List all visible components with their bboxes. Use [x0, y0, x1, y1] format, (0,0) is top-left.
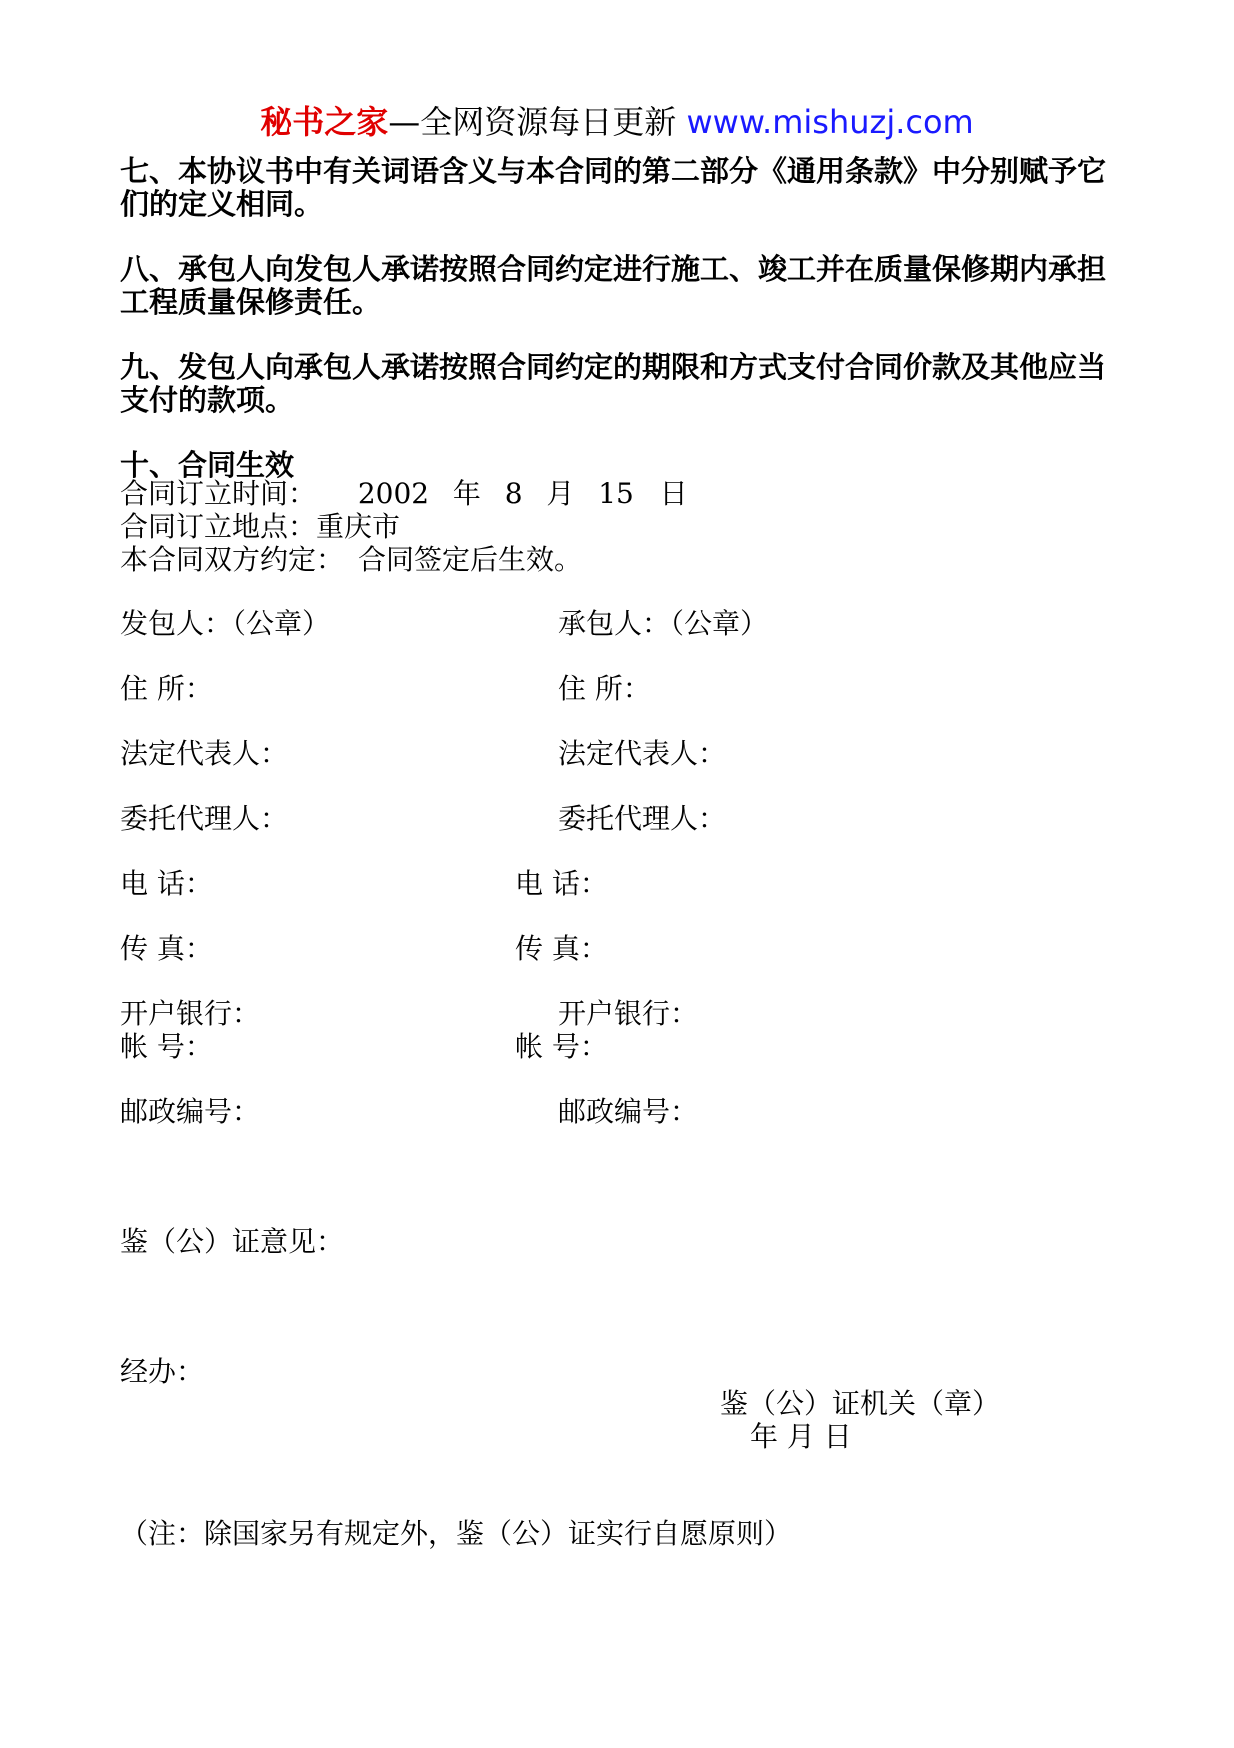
site-url-link[interactable]: www.mishuzj.com [686, 103, 974, 141]
notary-office-seal: 鉴（公）证机关（章） [720, 1387, 1001, 1420]
signing-time-row [120, 477, 688, 511]
employer-phone-label: 电 话： [120, 867, 213, 900]
notary-footnote: （注：除国家另有规定外，鉴（公）证实行自愿原则） [120, 1517, 793, 1550]
clause-9-line-1: 九、发包人向承包人承诺按照合同约定的期限和方式支付合同价款及其他应当 [120, 350, 1107, 384]
signing-time-label: 合同订立时间： [120, 477, 317, 510]
effective-agreement: 本合同双方约定： 合同签定后生效。 [120, 543, 583, 576]
site-brand: 秘书之家 [260, 103, 389, 141]
site-tagline: —全网资源每日更新 [388, 103, 687, 141]
year-unit: 年 [452, 477, 481, 510]
month-unit: 月 [546, 477, 575, 510]
clause-8-line-2: 工程质量保修责任。 [120, 285, 382, 319]
notary-date-line: 年 月 日 [750, 1420, 852, 1453]
signing-day: 15 [598, 477, 634, 510]
clause-9-line-2: 支付的款项。 [120, 383, 295, 417]
clause-8-line-1: 八、承包人向发包人承诺按照合同约定进行施工、竣工并在质量保修期内承担 [120, 252, 1107, 286]
contractor-agent-label: 委托代理人： [558, 802, 727, 835]
contractor-account-label: 帐 号： [515, 1030, 608, 1063]
signing-place: 合同订立地点：重庆市 [120, 510, 401, 543]
clause-10-title: 十、合同生效 [120, 448, 295, 482]
employer-seal-label: 发包人：（公章） [120, 607, 331, 640]
notary-opinion-label: 鉴（公）证意见： [120, 1225, 345, 1258]
employer-bank-label: 开户银行： [120, 997, 261, 1030]
employer-address-label: 住 所： [120, 672, 213, 705]
day-unit: 日 [659, 477, 688, 510]
contractor-seal-label: 承包人：（公章） [558, 607, 769, 640]
contractor-address-label: 住 所： [558, 672, 651, 705]
signing-year: 2002 [357, 477, 430, 510]
employer-postcode-label: 邮政编号： [120, 1095, 261, 1128]
contractor-legal-rep-label: 法定代表人： [558, 737, 727, 770]
employer-legal-rep-label: 法定代表人： [120, 737, 289, 770]
contractor-bank-label: 开户银行： [558, 997, 699, 1030]
notary-handler-label: 经办： [120, 1355, 205, 1388]
employer-agent-label: 委托代理人： [120, 802, 289, 835]
contractor-phone-label: 电 话： [515, 867, 608, 900]
contractor-postcode-label: 邮政编号： [558, 1095, 699, 1128]
employer-account-label: 帐 号： [120, 1030, 213, 1063]
clause-7-line-2: 们的定义相同。 [120, 187, 324, 221]
contractor-fax-label: 传 真： [515, 932, 608, 965]
site-header [0, 102, 1234, 142]
employer-fax-label: 传 真： [120, 932, 213, 965]
clause-7-line-1: 七、本协议书中有关词语含义与本合同的第二部分《通用条款》中分别赋予它 [120, 154, 1107, 188]
signing-month: 8 [504, 477, 523, 510]
